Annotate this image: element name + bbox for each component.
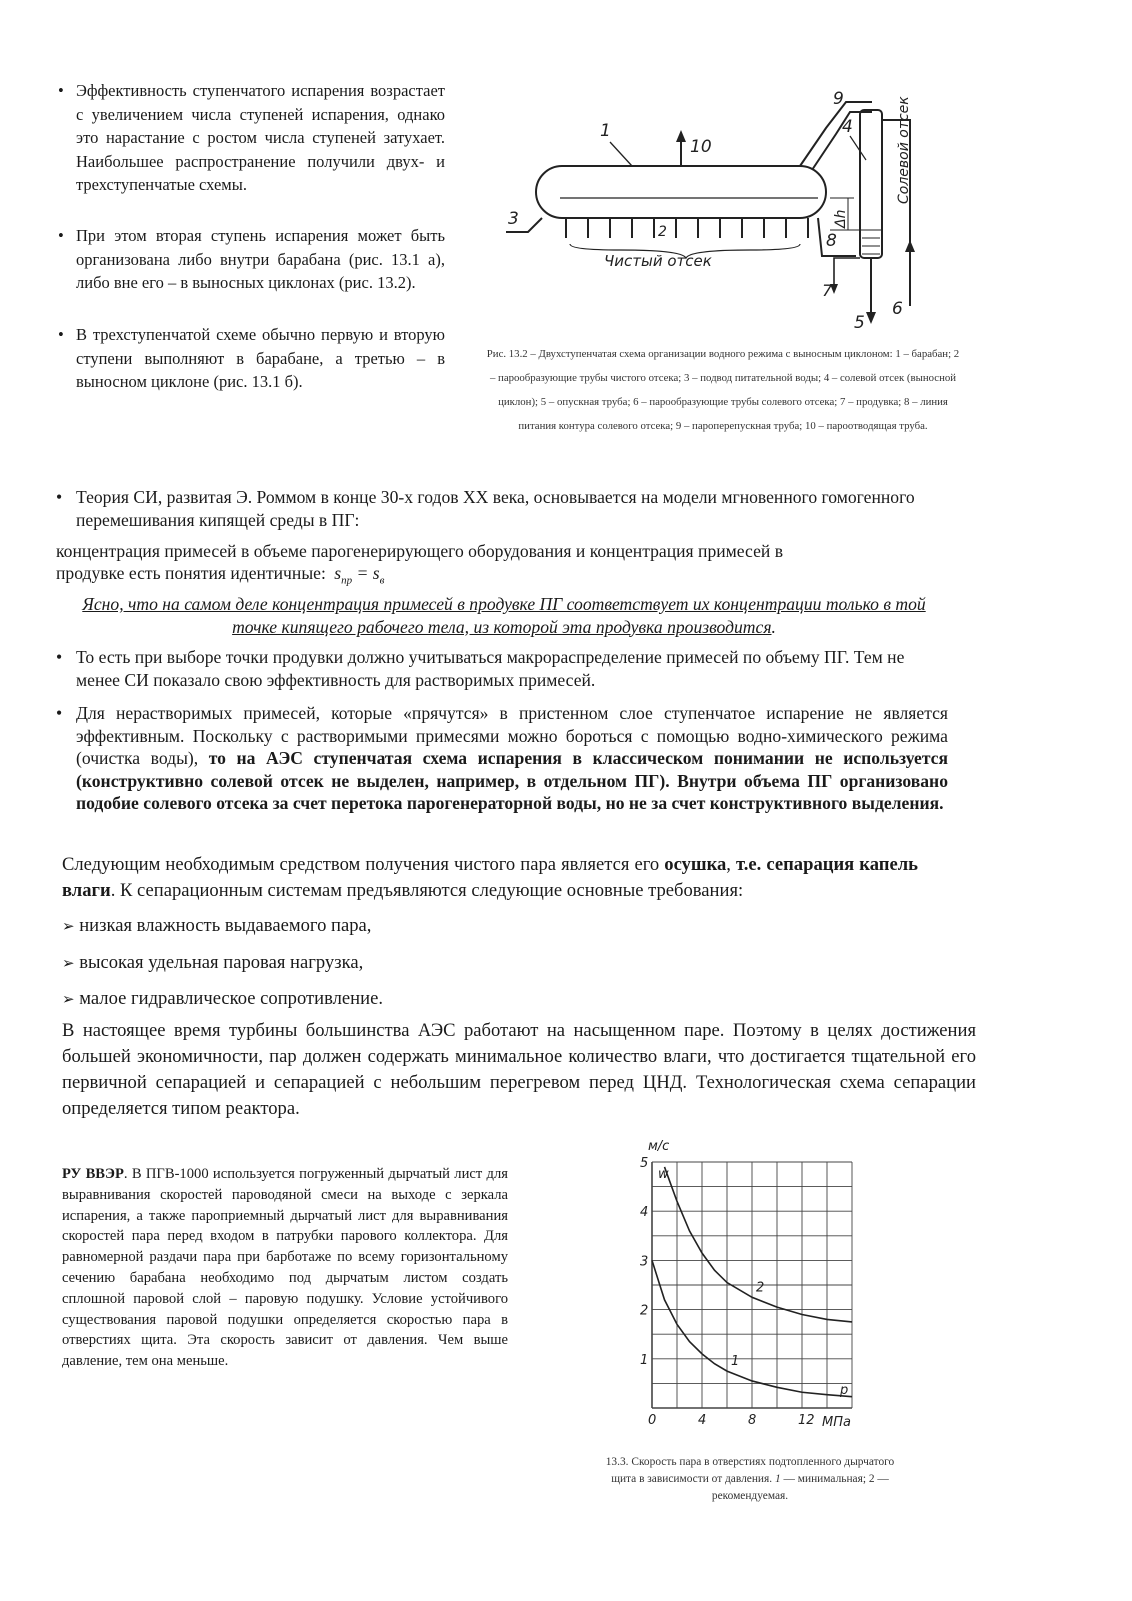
label-6: 6 <box>892 299 903 319</box>
arrow-up-icon <box>905 240 915 252</box>
insoluble-bold: то на АЭС ступенчатая схема испарения в классическом понимании не используется (конструктивно солевой отсек не выделен, например, в отдельном ПГ). Внутри объема ПГ организовано подобие солевого отсека за счет перетока парогенераторной воды, но не за счет конструктивного выделения. <box>76 748 949 813</box>
requirement-text: малое гидравлическое сопротивление. <box>79 988 383 1009</box>
chart-grid <box>652 1162 852 1408</box>
separation-intro-end: . К сепарационным системам предъявляются следующие основные требования: <box>110 880 744 901</box>
vver-paragraph <box>62 1164 508 1372</box>
bullet-dot: • <box>58 226 64 245</box>
x-axis-label: МПа <box>822 1415 851 1430</box>
y-tick-label: 4 <box>640 1205 649 1221</box>
separation-intro-start: Следующим необходимым средством получения чистого пара является его <box>62 854 660 875</box>
y-tick-label: 1 <box>640 1352 649 1368</box>
requirement-item <box>62 986 383 1012</box>
label-3: 3 <box>508 209 519 229</box>
requirement-item <box>62 913 371 939</box>
label-2: 2 <box>658 224 667 240</box>
bullet-dot: • <box>56 703 63 723</box>
formula <box>334 563 385 587</box>
x-tick-label: 12 <box>798 1413 815 1428</box>
caption-series-1: 1 <box>774 1473 781 1485</box>
requirement-text: высокая удельная паровая нагрузка, <box>79 952 364 973</box>
separation-intro <box>62 852 918 904</box>
bullet-text <box>76 702 948 815</box>
bullet-dot: • <box>56 487 63 507</box>
label-dh: Δh <box>833 209 849 228</box>
x-tick-label: 8 <box>748 1413 757 1428</box>
arrow-up-icon <box>676 130 686 142</box>
x-symbol: p <box>840 1383 849 1398</box>
series-label-2: 2 <box>756 1280 765 1296</box>
caption-series-text: — минимальная; 2 — рекомендуемая. <box>711 1473 889 1502</box>
label-8: 8 <box>826 231 837 251</box>
steam-drum-diagram <box>500 80 940 340</box>
label-salt-compartment: Солевой отсек <box>896 96 912 204</box>
saturated-steam-paragraph: В настоящее время турбины большинства АЭС работают на насыщенном паре. Поэтому в целях достижения большей экономичности, пар должен содержать минимальное количество влаги, что достигается тщательной его первичной сепарацией и сепарацией с небольшим перегревом перед ЦНД. Технологическая схема сепарации определяется типом реактора. <box>62 1020 976 1119</box>
figure-13-2-caption: Рис. 13.2 – Двухступенчатая схема организации водного режима с выносным циклоном: 1 – барабан; 2 – парообразующие трубы чистого отсека; 3 – подвод питательной воды; 4 – солевой отсек (выносной циклон); 5 – опускная труба; 6 – парообразующие трубы солевого отсека; 7 – продувка; 8 – линия питания контура солевого отсека; 9 – пароперепускная труба; 10 – пароотводящая труба. <box>486 348 960 432</box>
vver-text: . В ПГВ-1000 используется погруженный дырчатый лист для выравнивания скоростей пароводяной смеси на выходе с зеркала испарения, а также пароприемный дырчатый лист для выравнивания скоростей пара перед входом в патрубки парового коллектора. Для равномерной раздачи пара при барботаже по всему горизонтальному сечению барабана необходимо под дырчатым листом создать сплошной паровой слой – паровую подушку. Условие устойчивого существования паровой подушки определяется скоростью пара в отверстиях щита. Эта скорость зависит от давления. Чем выше давление, тем она меньше. <box>62 1166 508 1370</box>
salt-cyclone <box>860 110 882 258</box>
y-symbol: w <box>658 1167 669 1182</box>
x-tick-label: 0 <box>648 1413 657 1428</box>
separation-bold-droplets: т.е. сепарация капель влаги <box>62 854 918 901</box>
bullet-text: То есть при выборе точки продувки должно учитываться макрораспределение примесей по объему ПГ. Тем не менее СИ показало свою эффективность для растворимых примесей. <box>76 647 905 690</box>
bullet-blowdown-point <box>56 646 948 691</box>
formula-s: s <box>334 563 342 583</box>
vver-bold: РУ ВВЭР <box>62 1166 124 1182</box>
bullet-three-stage <box>58 323 445 394</box>
bullet-theory <box>56 486 916 531</box>
label-4: 4 <box>842 117 853 137</box>
label-5: 5 <box>854 313 865 333</box>
blowdown-7 <box>834 258 860 286</box>
arrow-down-icon <box>866 312 876 324</box>
x-tick-label: 4 <box>698 1413 707 1428</box>
bullet-text: При этом вторая ступень испарения может быть организована либо внутри барабана (рис. 13.1 а), либо вне его – в выносных циклонах (рис. 13.2). <box>76 226 445 292</box>
y-tick-label: 3 <box>640 1254 649 1270</box>
bullet-text: Теория СИ, развитая Э. Роммом в конце 30-х годов XX века, основывается на модели мгновенного гомогенного перемешивания кипящей среды в ПГ: <box>76 487 915 530</box>
cyclone-water-hatch <box>862 238 880 254</box>
italic-note <box>80 593 928 638</box>
concentration-text: продувке есть понятия идентичные: <box>56 563 326 583</box>
bullet-text: Эффективность ступенчатого испарения возрастает с увеличением числа ступеней испарения, однако это нарастание с ростом числа ступеней затухает. Наибольшее распространение получили двух- и трехступенчатые схемы. <box>76 81 445 194</box>
bullet-dot: • <box>58 325 64 344</box>
riser-tubes <box>566 218 808 238</box>
leader-4 <box>850 136 866 160</box>
requirement-item <box>62 950 363 976</box>
concentration-line-1: концентрация примесей в объеме парогенерирующего оборудования и концентрация примесей в <box>56 541 784 561</box>
bullet-second-stage <box>58 224 445 295</box>
concentration-line-2 <box>56 562 756 592</box>
label-9: 9 <box>833 89 844 109</box>
drum-body <box>536 166 826 218</box>
bullet-dot: • <box>58 81 64 100</box>
separation-bold-drying: осушка <box>664 854 727 875</box>
bullet-text: В трехступенчатой схеме обычно первую и вторую ступени выполняют в барабане, а третью – в выносном циклоне (рис. 13.1 б). <box>76 325 445 391</box>
caption-number: 13.3. <box>605 1456 629 1468</box>
insoluble-plain: Для нерастворимых примесей, которые «прячутся» в пристенном слое ступенчатое испарение не является эффективным. Поскольку с растворимыми примесями можно бороться с помощью водно-химического режима (очистка воды), <box>76 703 948 768</box>
y-axis-label: м/с <box>648 1139 670 1154</box>
y-tick-label: 2 <box>640 1303 649 1319</box>
leader-1 <box>610 142 632 166</box>
arrow-bullet-icon: ➢ <box>62 917 75 935</box>
separation-comma: , <box>726 854 731 875</box>
y-tick-label: 5 <box>640 1156 649 1171</box>
arrow-bullet-icon: ➢ <box>62 954 75 972</box>
bullet-insoluble <box>56 702 948 815</box>
caption-text: Скорость пара в отверстиях подтопленного дырчатого щита в зависимости от давления. <box>611 1456 895 1485</box>
figure-13-3-caption <box>600 1454 900 1505</box>
series-line-2 <box>665 1167 853 1322</box>
series-label-1: 1 <box>731 1354 740 1370</box>
formula-sub-pr: пр <box>341 574 353 587</box>
requirement-text: низкая влажность выдаваемого пара, <box>79 915 372 936</box>
bullet-efficiency <box>58 79 445 197</box>
steam-velocity-chart <box>622 1136 872 1436</box>
formula-eq: = <box>356 563 369 583</box>
bullet-dot: • <box>56 647 63 667</box>
italic-note-text: Ясно, что на самом деле концентрация примесей в продувке ПГ соответствует их концентрации только в той точке кипящего рабочего тела, из которой эта продувка производится <box>82 594 926 637</box>
label-clean-compartment: Чистый отсек <box>604 252 712 270</box>
arrow-bullet-icon: ➢ <box>62 990 75 1008</box>
formula-s2: s <box>372 563 380 583</box>
italic-note-end: . <box>771 616 776 637</box>
label-10: 10 <box>690 137 712 157</box>
label-7: 7 <box>822 281 833 300</box>
formula-sub-v: в <box>379 574 385 587</box>
label-1: 1 <box>600 121 611 141</box>
